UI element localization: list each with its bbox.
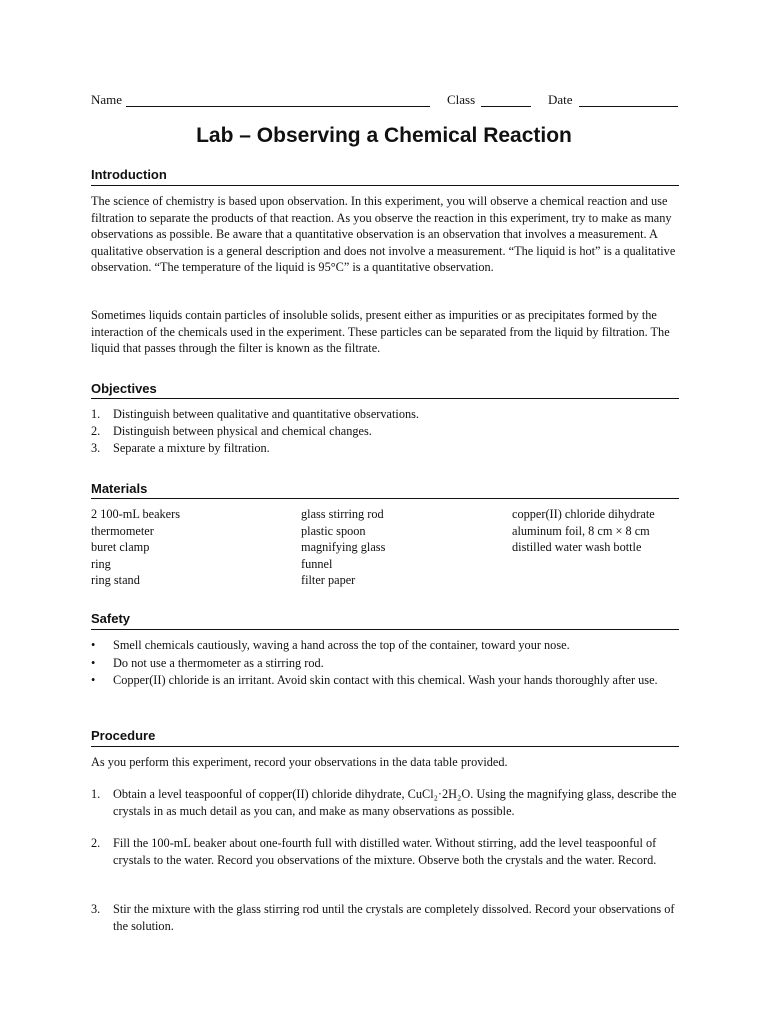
material-item: filter paper: [301, 573, 356, 588]
procedure-intro: As you perform this experiment, record your observations in the data table provided.: [91, 755, 508, 769]
bullet-icon: •: [91, 656, 96, 670]
objectives-rule: [91, 398, 679, 399]
material-item: aluminum foil, 8 cm × 8 cm: [512, 523, 650, 538]
name-label: Name: [91, 92, 123, 107]
material-item: distilled water wash bottle: [512, 540, 642, 555]
step-text: Obtain a level teaspoonful of copper(II) chloride dihydrate, CuCl₂·2H₂O. Using the magnifying glass, describe the crystals in as much detail as you can, and make as many observations as possible.: [113, 787, 677, 818]
bullet-icon: •: [91, 638, 96, 652]
objective-text: Separate a mixture by filtration.: [113, 441, 270, 455]
objective-number: 2.: [91, 424, 101, 438]
class-label: Class: [447, 92, 476, 107]
material-item: magnifying glass: [301, 540, 386, 555]
objectives-heading: Objectives: [91, 381, 157, 396]
step-text: Fill the 100-mL beaker about one-fourth full with distilled water. Without stirring, add the level teaspoonful of crystals to the water. Record you observations of the mixture. Observe both the crystals and the water. Record.: [113, 836, 657, 867]
material-item: 2 100-mL beakers: [91, 507, 181, 521]
materials-rule: [91, 498, 679, 499]
safety-text: Do not use a thermometer as a stirring rod.: [113, 656, 324, 670]
step-text: Stir the mixture with the glass stirring rod until the crystals are completely dissolved. Record your observations of the solution.: [113, 902, 675, 933]
name-blank-line[interactable]: [126, 106, 430, 107]
introduction-paragraph-1: The science of chemistry is based upon observation. In this experiment, you will observe a chemical reaction and use filtration to separate the products of that reaction. As you observe the reaction in this experiment, try to make as many observations as possible. Be aware that a quantitative observation is an observation that involves a measurement. A qualitative observation is a general description and does not involve a measurement. “The liquid is hot” is a qualitative observation. “The temperature of the liquid is 95°C” is a quantitative observation.: [91, 194, 676, 275]
introduction-paragraph-2: Sometimes liquids contain particles of insoluble solids, present either as impurities or as precipitates formed by the interaction of the chemicals used in the experiment. These particles can be separated from the liquid by filtration. The liquid that passes through the filter is known as the filtrate.: [91, 308, 670, 356]
objective-text: Distinguish between qualitative and quantitative observations.: [113, 407, 419, 421]
material-item: buret clamp: [91, 540, 150, 555]
step-number: 2.: [91, 836, 101, 850]
materials-column-2: [301, 506, 385, 589]
material-item: funnel: [301, 556, 333, 571]
objective-text: Distinguish between physical and chemical changes.: [113, 424, 372, 438]
material-item: ring: [91, 556, 111, 571]
materials-heading: Materials: [91, 481, 148, 496]
material-item: ring stand: [91, 573, 140, 588]
material-item: glass stirring rod: [301, 507, 384, 521]
safety-rule: [91, 629, 679, 630]
step-number: 3.: [91, 902, 101, 916]
materials-column-1: [91, 506, 180, 589]
material-item: plastic spoon: [301, 523, 366, 538]
material-item: thermometer: [91, 523, 154, 538]
safety-heading: Safety: [91, 611, 131, 626]
material-item: copper(II) chloride dihydrate: [512, 507, 655, 521]
safety-text: Copper(II) chloride is an irritant. Avoid skin contact with this chemical. Wash your hands thoroughly after use.: [113, 673, 658, 687]
procedure-rule: [91, 746, 679, 747]
materials-column-3: [512, 506, 655, 556]
objective-number: 1.: [91, 407, 101, 421]
safety-text: Smell chemicals cautiously, waving a hand across the top of the container, toward your nose.: [113, 638, 570, 652]
introduction-heading: Introduction: [91, 167, 167, 182]
introduction-rule: [91, 185, 679, 186]
date-blank-line[interactable]: [579, 106, 678, 107]
class-blank-line[interactable]: [481, 106, 531, 107]
objective-number: 3.: [91, 441, 101, 455]
bullet-icon: •: [91, 673, 96, 687]
page-title: Lab – Observing a Chemical Reaction: [196, 124, 572, 147]
date-label: Date: [548, 92, 573, 107]
step-number: 1.: [91, 787, 101, 801]
procedure-heading: Procedure: [91, 728, 156, 743]
